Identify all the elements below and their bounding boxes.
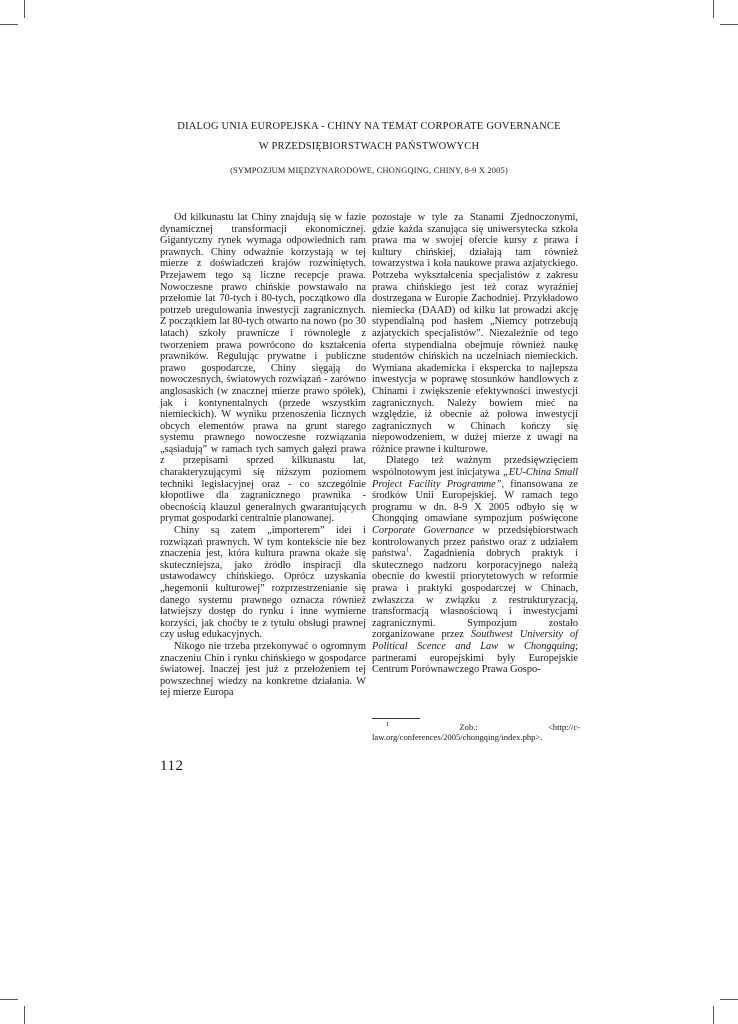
article-subtitle: (SYMPOZJUM MIĘDZYNARODOWE, CHONGQING, CHINY, 8-9 X 2005) <box>230 166 508 175</box>
right-column <box>372 212 578 676</box>
text-span: Dlatego też ważnym przedsięwzięciem wspólnotowym jest inicjatywa <box>372 455 578 479</box>
crop-mark-bottom-right-v <box>713 1006 714 1024</box>
footnote <box>372 722 580 743</box>
crop-mark-top-right-v <box>713 0 714 18</box>
text-span: ; partnerami europejskimi były Europejskie Centrum Porównawczego Prawa Gospo- <box>372 640 578 676</box>
text-span: w przedsiębiorstwach kontrolowanych przez państwo oraz z udziałem państwa <box>372 525 578 560</box>
footnote-text: Zob.: <http://c-law.org/conferences/2005/chongqing/index.php>. <box>372 722 580 743</box>
paragraph: Od kilkunastu lat Chiny znajdują się w fazie dynamicznej transformacji ekonomicznej. Gigantyczny rynek wymaga odpowiednich ram prawnych. Chiny odważnie korzystają w tej mierze z doświadczeń krajów rozwiniętych. Przejawem tego są liczne recepcje prawa. Nowoczesne prawo chińskie powstawało na przełomie lat 70-tych i 80-tych, początkowo dla potrzeb uregulowania inwestycji zagranicznych. Z początkiem lat 80-tych otwarto na nowo (po 30 latach) szkoły prawnicze i równolegle z tworzeniem prawa powrócono do kształcenia prawników. Regulując prywatne i publiczne prawo gospodarcze, Chiny sięgają do nowoczesnych, światowych rozwiązań - zarówno anglosaskich (w znacznej mierze prawo spółek), jak i kontynentalnych (przede wszystkim niemieckich). W wyniku przenoszenia licznych obcych elementów prawa na grunt starego systemu prawnego nowoczesne rozwiązania „sąsiadują” w ramach tych samych gałęzi prawa z przepisami sprzed kilkunastu lat, charakteryzującymi się niższym poziomem techniki legislacyjnej oraz - co szczególnie kłopotliwe dla zagranicznego prawnika - obecnością klauzul generalnych gwarantujących prymat gospodarki centralnie planowanej. <box>160 212 366 525</box>
paragraph: pozostaje w tyle za Stanami Zjednoczonymi, gdzie każda szanująca się uniwersytecka szkoła prawa ma w swojej ofercie kursy z prawa i kultury chińskiej, działają tam również towarzystwa i koła naukowe prawa azjatyckiego. Potrzeba wykształcenia specjalistów z zakresu prawa chińskiego jest też coraz wyraźniej dostrzegana w Europie Zachodniej. Przykładowo niemiecka (DAAD) od kilku lat prowadzi akcję stypendialną pod hasłem „Niemcy potrzebują azjatyckich specjalistów”. Niezależnie od tego oferta stypendialna obejmuje również naukę studentów chińskich na uczelniach niemieckich. Wymiana akademicka i ekspercka to najlepsza inwestycja w poprawę stosunków handlowych z Chinami i zwiększenie efektywności inwestycji zagranicznych. Należy bowiem mieć na względzie, iż obecnie aż połowa inwestycji zagranicznych w Chinach kończy się niepowodzeniem, w dużej mierze z uwagi na różnice prawne i kulturowe. <box>372 212 578 455</box>
emphasis: Corporate Governance <box>372 525 474 537</box>
page-number: 112 <box>160 758 184 774</box>
footnote-number: 1 <box>386 721 390 729</box>
text-span: . Zagadnienia dobrych praktyk i skutecznego nadzoru korporacyjnego należą obecnie do kwestii priorytetowych w reformie prawa i praktyki gospodarczej w Chinach, zwłaszcza w związku z restrukturyzacją, transformacją własnościową i inwestycjami zagranicznymi. Sympozjum zostało zorganizowane przez <box>372 548 578 641</box>
crop-mark-top-left-h <box>0 24 18 25</box>
crop-mark-bottom-left-v <box>24 1006 25 1024</box>
crop-mark-top-left-v <box>24 0 25 18</box>
emphasis: Southwest University of Political Scence and Law w Chongquing <box>372 629 578 652</box>
emphasis: „EU-China Small Project Facility Programme” <box>372 467 579 490</box>
crop-mark-top-right-h <box>720 24 738 25</box>
crop-mark-bottom-left-h <box>0 999 18 1000</box>
paragraph: Chiny są zatem „importerem” idei i rozwiązań prawnych. W tym kontekście nie bez znaczenia jest, która kultura prawna okaże się skuteczniejsza, jako źródło inspiracji dla ustawodawcy chińskiego. Oprócz uzyskania „hegemonii kulturowej” rozprzestrzenianie się danego systemu prawnego oznacza również łatwiejszy dostęp do rynku i inne wymierne korzyści, jak choćby te z tytułu obsługi prawnej czy usług edukacyjnych. <box>160 525 366 641</box>
paragraph <box>372 455 578 675</box>
crop-mark-bottom-right-h <box>720 999 738 1000</box>
text-span: , finansowana ze środków Unii Europejskiej. W ramach tego programu w dn. 8-9 X 2005 odbyło się w Chongqing omawiane sympozjum poświęcone <box>372 478 578 525</box>
paragraph: Nikogo nie trzeba przekonywać o ogromnym znaczeniu Chin i rynku chińskiego w gospodarce światowej. Inaczej jest już z przełożeniem tej powszechnej wiedzy na konkretne działania. W tej mierze Europa <box>160 640 366 699</box>
footnote-reference[interactable]: 1 <box>405 546 410 554</box>
footnote-rule <box>372 718 420 719</box>
article-title-line-1: DIALOG UNIA EUROPEJSKA - CHINY NA TEMAT CORPORATE GOVERNANCE <box>177 121 561 132</box>
article-title-line-2: W PRZEDSIĘBIORSTWACH PAŃSTWOWYCH <box>258 141 480 152</box>
left-column <box>160 212 366 699</box>
